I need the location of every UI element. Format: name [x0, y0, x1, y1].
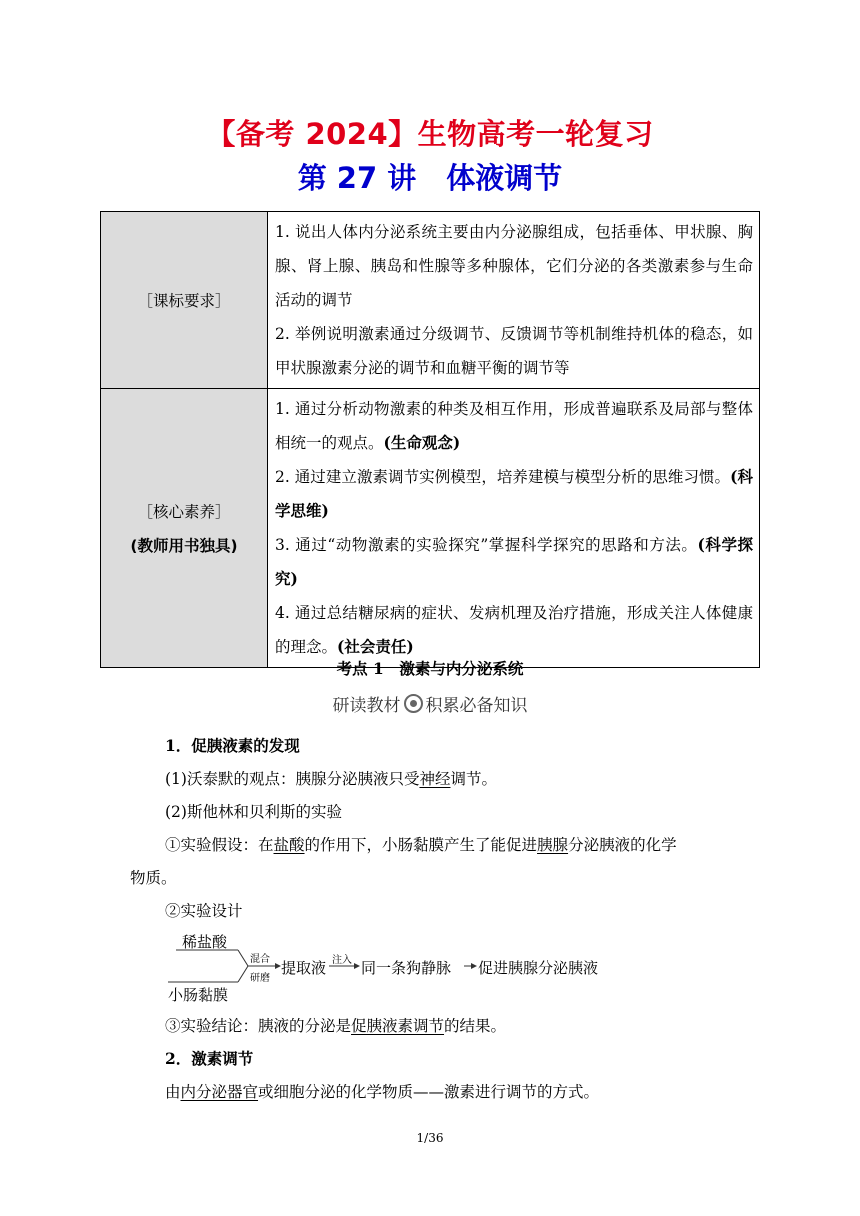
literacy-item: 3. 通过“动物激素的实验探究”掌握科学探究的思路和方法。(科学探究)	[275, 535, 753, 588]
literacy-tag: (生命观念)	[383, 433, 461, 452]
answer-blank: 胰腺	[537, 836, 569, 854]
lecture-number: 第 27 讲	[297, 161, 417, 195]
literacy-item: 4. 通过总结糖尿病的症状、发病机理及治疗措施，形成关注人体健康的理念。(社会责任)	[275, 604, 753, 656]
answer-blank: 盐酸	[273, 836, 305, 854]
lecture-topic: 体液调节	[446, 161, 563, 195]
answer-blank: 促胰液素调节	[351, 1017, 445, 1035]
lecture-title	[0, 156, 860, 197]
answer-blank: 内分泌器官	[180, 1083, 259, 1101]
paragraph: ②实验设计	[165, 902, 243, 920]
core-literacy-row	[101, 389, 760, 668]
core-literacy-content	[268, 389, 760, 668]
section-banner	[0, 691, 860, 716]
curriculum-requirements-row	[101, 212, 760, 389]
banner-left: 研读教材	[332, 696, 401, 716]
banner-right: 积累必备知识	[425, 696, 528, 716]
paragraph: ①实验假设：在盐酸的作用下，小肠黏膜产生了能促进胰腺分泌胰液的化学	[165, 836, 677, 854]
diagram-op-grind: 研磨	[250, 973, 270, 984]
requirements-table	[100, 211, 760, 668]
literacy-tag: (科学探究)	[275, 535, 753, 588]
heading-hormone-regulation: 2．激素调节	[165, 1049, 254, 1068]
curriculum-requirements-content	[268, 212, 760, 389]
document-title: 【备考 2024】生物高考一轮复习	[206, 117, 654, 151]
curriculum-requirements-label: ［课标要求］	[101, 212, 268, 389]
diagram-input-mucosa: 小肠黏膜	[168, 986, 229, 1004]
diagram-step-vein: 同一条狗静脉	[361, 959, 452, 977]
literacy-item: 2. 通过建立激素调节实例模型，培养建模与模型分析的思维习惯。(科学思维)	[275, 467, 753, 520]
diagram-op-inject: 注入	[332, 955, 352, 966]
page-number: 1/36	[416, 1131, 444, 1145]
literacy-tag: (科学思维)	[275, 467, 753, 520]
requirement-item: 2. 举例说明激素通过分级调节、反馈调节等机制维持机体的稳态，如甲状腺激素分泌的调节和血糖平衡的调节等	[275, 325, 753, 377]
literacy-tag: (社会责任)	[337, 637, 414, 656]
requirement-item: 1. 说出人体内分泌系统主要由内分泌腺组成，包括垂体、甲状腺、胸腺、肾上腺、胰岛和性腺等多种腺体，它们分泌的各类激素参与生命活动的调节	[275, 223, 753, 309]
paragraph: (2)斯他林和贝利斯的实验	[165, 803, 342, 821]
diagram-step-result: 促进胰腺分泌胰液	[478, 959, 599, 977]
diagram-step-extract: 提取液	[281, 959, 327, 977]
diagram-input-hcl: 稀盐酸	[182, 933, 228, 951]
section-title: 考点 1 激素与内分泌系统	[336, 659, 524, 678]
paragraph-continuation: 物质。	[130, 869, 177, 887]
diagram-op-mix: 混合	[250, 954, 270, 965]
core-literacy-label	[101, 389, 268, 668]
core-literacy-title: ［核心素养］	[137, 503, 231, 521]
paragraph: 由内分泌器官或细胞分泌的化学物质——激素进行调节的方式。	[165, 1083, 600, 1101]
paragraph: (1)沃泰默的观点：胰腺分泌胰液只受神经调节。	[165, 770, 497, 788]
core-literacy-sublabel: (教师用书独具)	[130, 537, 238, 555]
paragraph: ③实验结论：胰液的分泌是促胰液素调节的结果。	[165, 1017, 507, 1035]
literacy-item: 1. 通过分析动物激素的种类及相互作用，形成普遍联系及局部与整体相统一的观点。(生命观念)	[275, 400, 753, 452]
target-icon	[404, 694, 423, 713]
heading-secretin: 1．促胰液素的发现	[165, 736, 300, 755]
experiment-diagram	[158, 928, 618, 1004]
answer-blank: 神经	[419, 770, 451, 788]
